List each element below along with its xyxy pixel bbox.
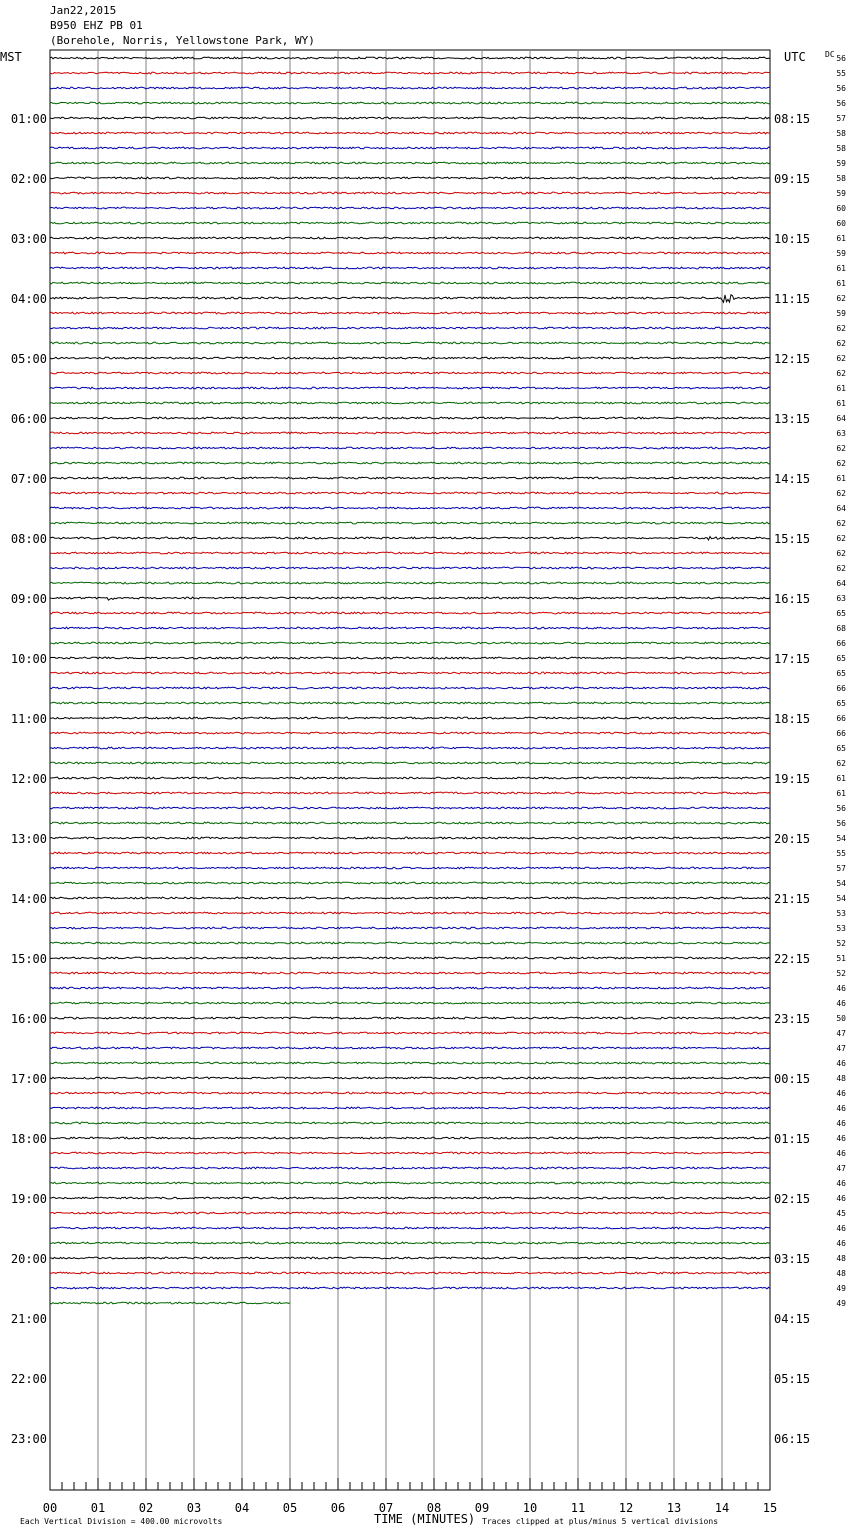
seismic-trace (50, 1017, 770, 1019)
station-title: B950 EHZ PB 01 (50, 19, 143, 32)
dc-offset-label: 57 (836, 864, 846, 873)
seismic-trace (50, 1212, 770, 1214)
seismic-trace (50, 267, 770, 269)
seismic-trace (50, 1077, 770, 1079)
seismic-trace (50, 237, 770, 239)
dc-offset-label: 62 (836, 759, 846, 768)
seismic-trace (50, 1122, 770, 1124)
seismic-trace (50, 807, 770, 809)
mst-hour-label: 21:00 (10, 1312, 47, 1326)
x-tick-label: 00 (42, 1501, 58, 1515)
dc-offset-label: 66 (836, 684, 846, 693)
seismic-trace (50, 522, 770, 524)
mst-hour-label: 02:00 (10, 172, 47, 186)
utc-hour-label: 22:15 (774, 952, 811, 966)
dc-offset-label: 61 (836, 234, 846, 243)
dc-offset-label: 66 (836, 729, 846, 738)
seismic-trace (50, 282, 770, 284)
seismic-trace (50, 327, 770, 329)
x-tick-label: 14 (714, 1501, 730, 1515)
dc-offset-label: 65 (836, 654, 846, 663)
seismic-trace (50, 912, 770, 914)
x-tick-label: 01 (90, 1501, 106, 1515)
dc-offset-label: 63 (836, 429, 846, 438)
dc-offset-label: 59 (836, 159, 846, 168)
seismic-trace (50, 552, 770, 554)
dc-offset-label: 46 (836, 1149, 846, 1158)
dc-offset-label: 61 (836, 264, 846, 273)
seismic-trace (50, 447, 770, 449)
utc-hour-label: 21:15 (774, 892, 811, 906)
seismic-trace (50, 372, 770, 374)
x-tick-label: 04 (234, 1501, 250, 1515)
seismic-trace (50, 927, 770, 929)
seismic-trace (50, 1002, 770, 1004)
x-tick-label: 09 (474, 1501, 490, 1515)
seismic-trace (50, 1107, 770, 1109)
x-tick-label: 10 (522, 1501, 538, 1515)
dc-offset-label: 58 (836, 144, 846, 153)
dc-offset-label: 54 (836, 894, 846, 903)
seismic-trace (50, 1287, 770, 1289)
x-tick-label: 11 (570, 1501, 586, 1515)
scale-note: Each Vertical Division = 400.00 microvolts (20, 1517, 223, 1526)
seismic-trace (50, 597, 770, 600)
utc-hour-label: 12:15 (774, 352, 811, 366)
dc-offset-label: 46 (836, 1059, 846, 1068)
seismic-trace (50, 117, 770, 119)
seismic-trace (50, 732, 770, 734)
mst-hour-label: 07:00 (10, 472, 47, 486)
seismic-trace (50, 627, 770, 629)
seismic-trace (50, 867, 770, 869)
dc-offset-label: 68 (836, 624, 846, 633)
dc-offset-label: 48 (836, 1074, 846, 1083)
dc-offset-label: 62 (836, 549, 846, 558)
dc-offset-label: 61 (836, 399, 846, 408)
seismic-trace (50, 417, 770, 419)
dc-offset-label: 65 (836, 699, 846, 708)
seismic-trace (50, 462, 770, 464)
dc-offset-label: 46 (836, 1119, 846, 1128)
dc-offset-label: 46 (836, 984, 846, 993)
seismic-trace (50, 612, 770, 614)
dc-offset-label: 56 (836, 54, 846, 63)
utc-hour-label: 01:15 (774, 1132, 811, 1146)
dc-offset-label: 56 (836, 819, 846, 828)
x-tick-label: 06 (330, 1501, 346, 1515)
mst-hour-label: 18:00 (10, 1132, 47, 1146)
utc-hour-label: 08:15 (774, 112, 811, 126)
dc-offset-label: 52 (836, 939, 846, 948)
dc-offset-label: 61 (836, 789, 846, 798)
dc-offset-label: 59 (836, 189, 846, 198)
seismic-trace (50, 87, 770, 89)
utc-hour-label: 11:15 (774, 292, 811, 306)
utc-hour-label: 14:15 (774, 472, 811, 486)
dc-offset-label: 59 (836, 309, 846, 318)
dc-offset-label: 50 (836, 1014, 846, 1023)
seismic-trace (50, 792, 770, 794)
seismic-trace (50, 882, 770, 884)
seismic-trace (50, 477, 770, 479)
mst-hour-label: 15:00 (10, 952, 47, 966)
seismic-trace (50, 147, 770, 149)
seismic-trace (50, 702, 770, 704)
utc-timezone-label: UTC (784, 50, 806, 64)
seismic-trace (50, 717, 770, 719)
mst-hour-label: 12:00 (10, 772, 47, 786)
dc-offset-label: 46 (836, 1089, 846, 1098)
utc-hour-label: 16:15 (774, 592, 811, 606)
seismic-trace (50, 897, 770, 899)
dc-offset-label: 62 (836, 444, 846, 453)
dc-offset-label: 64 (836, 504, 846, 513)
dc-offset-label: 49 (836, 1284, 846, 1293)
x-tick-label: 13 (666, 1501, 682, 1515)
seismic-trace (50, 432, 770, 434)
dc-offset-label: 54 (836, 834, 846, 843)
dc-offset-label: 64 (836, 414, 846, 423)
dc-offset-label: 48 (836, 1254, 846, 1263)
x-tick-label: 12 (618, 1501, 634, 1515)
utc-hour-label: 04:15 (774, 1312, 811, 1326)
seismic-trace (50, 1137, 770, 1139)
seismic-trace (50, 312, 770, 314)
seismic-trace (50, 1197, 770, 1199)
seismic-trace (50, 207, 770, 209)
seismic-trace (50, 537, 770, 541)
x-axis-title: TIME (MINUTES) (374, 1512, 476, 1526)
dc-offset-label: 46 (836, 1104, 846, 1113)
utc-hour-label: 00:15 (774, 1072, 811, 1086)
dc-offset-label: 46 (836, 1224, 846, 1233)
dc-offset-label: 65 (836, 669, 846, 678)
seismic-trace (50, 1227, 770, 1229)
seismic-trace (50, 1047, 770, 1049)
seismic-trace (50, 822, 770, 824)
dc-offset-label: 47 (836, 1164, 846, 1173)
dc-offset-label: 57 (836, 114, 846, 123)
mst-hour-label: 17:00 (10, 1072, 47, 1086)
dc-offset-label: 62 (836, 324, 846, 333)
mst-hour-label: 13:00 (10, 832, 47, 846)
dc-offset-label: 47 (836, 1044, 846, 1053)
seismic-trace (50, 972, 770, 974)
clip-note: Traces clipped at plus/minus 5 vertical divisions (482, 1517, 719, 1526)
dc-offset-label: 49 (836, 1299, 846, 1308)
mst-hour-label: 08:00 (10, 532, 47, 546)
dc-offset-label: 65 (836, 609, 846, 618)
seismic-trace (50, 1092, 770, 1094)
seismic-trace (50, 1242, 770, 1244)
dc-offset-label: 56 (836, 84, 846, 93)
seismic-trace (50, 57, 770, 59)
dc-offset-label: 65 (836, 744, 846, 753)
mst-timezone-label: MST (0, 50, 22, 64)
seismic-trace (50, 642, 770, 644)
seismic-trace (50, 762, 770, 764)
dc-offset-label: 62 (836, 294, 846, 303)
x-tick-label: 08 (426, 1501, 442, 1515)
dc-offset-label: 60 (836, 219, 846, 228)
dc-offset-label: 45 (836, 1209, 846, 1218)
utc-hour-label: 18:15 (774, 712, 811, 726)
seismic-trace (50, 942, 770, 944)
seismic-trace (50, 295, 770, 303)
utc-hour-label: 17:15 (774, 652, 811, 666)
dc-offset-label: 61 (836, 279, 846, 288)
seismic-trace (50, 852, 770, 854)
dc-offset-label: 62 (836, 519, 846, 528)
dc-offset-label: 46 (836, 1194, 846, 1203)
dc-header-label: DC (825, 50, 835, 59)
mst-hour-label: 16:00 (10, 1012, 47, 1026)
x-tick-label: 05 (282, 1501, 298, 1515)
seismic-trace (50, 582, 770, 584)
mst-hour-label: 10:00 (10, 652, 47, 666)
dc-offset-label: 61 (836, 384, 846, 393)
utc-hour-label: 09:15 (774, 172, 811, 186)
station-location: (Borehole, Norris, Yellowstone Park, WY) (50, 34, 315, 47)
dc-offset-label: 53 (836, 909, 846, 918)
seismic-trace (50, 747, 770, 749)
plot-date: Jan22,2015 (50, 4, 117, 17)
dc-offset-label: 51 (836, 954, 846, 963)
dc-offset-label: 61 (836, 474, 846, 483)
seismic-trace (50, 1302, 290, 1304)
dc-offset-label: 46 (836, 1134, 846, 1143)
dc-offset-label: 62 (836, 489, 846, 498)
seismic-trace (50, 1062, 770, 1064)
mst-hour-label: 03:00 (10, 232, 47, 246)
seismic-trace (50, 567, 770, 569)
mst-hour-label: 23:00 (10, 1432, 47, 1446)
mst-hour-label: 19:00 (10, 1192, 47, 1206)
utc-hour-label: 13:15 (774, 412, 811, 426)
dc-offset-label: 46 (836, 1179, 846, 1188)
dc-offset-label: 58 (836, 129, 846, 138)
seismic-trace (50, 687, 770, 689)
seismic-trace (50, 357, 770, 359)
x-tick-label: 03 (186, 1501, 202, 1515)
utc-hour-label: 03:15 (774, 1252, 811, 1266)
utc-hour-label: 20:15 (774, 832, 811, 846)
utc-hour-label: 02:15 (774, 1192, 811, 1206)
dc-offset-label: 46 (836, 999, 846, 1008)
seismic-trace (50, 252, 770, 254)
seismic-trace (50, 1167, 770, 1169)
dc-offset-label: 62 (836, 564, 846, 573)
seismic-trace (50, 132, 770, 134)
dc-offset-label: 56 (836, 804, 846, 813)
mst-hour-label: 01:00 (10, 112, 47, 126)
seismic-trace (50, 777, 770, 779)
dc-offset-label: 66 (836, 714, 846, 723)
dc-offset-label: 53 (836, 924, 846, 933)
dc-offset-label: 59 (836, 249, 846, 258)
seismic-trace (50, 1257, 770, 1259)
seismic-trace (50, 1152, 770, 1154)
mst-hour-label: 20:00 (10, 1252, 47, 1266)
seismic-trace (50, 837, 770, 839)
seismic-trace (50, 507, 770, 509)
dc-offset-label: 56 (836, 99, 846, 108)
seismic-trace (50, 957, 770, 959)
seismic-trace (50, 222, 770, 224)
seismic-trace (50, 672, 770, 674)
dc-offset-label: 62 (836, 354, 846, 363)
dc-offset-label: 48 (836, 1269, 846, 1278)
seismic-trace (50, 1182, 770, 1184)
dc-offset-label: 63 (836, 594, 846, 603)
x-tick-label: 02 (138, 1501, 154, 1515)
x-tick-label: 07 (378, 1501, 394, 1515)
dc-offset-label: 46 (836, 1239, 846, 1248)
dc-offset-label: 62 (836, 369, 846, 378)
dc-offset-label: 54 (836, 879, 846, 888)
mst-hour-label: 04:00 (10, 292, 47, 306)
seismic-trace (50, 102, 770, 104)
utc-hour-label: 05:15 (774, 1372, 811, 1386)
mst-hour-label: 14:00 (10, 892, 47, 906)
dc-offset-label: 58 (836, 174, 846, 183)
mst-hour-label: 11:00 (10, 712, 47, 726)
mst-hour-label: 09:00 (10, 592, 47, 606)
seismic-trace (50, 72, 770, 74)
dc-offset-label: 62 (836, 459, 846, 468)
utc-hour-label: 10:15 (774, 232, 811, 246)
dc-offset-label: 55 (836, 69, 846, 78)
dc-offset-label: 62 (836, 339, 846, 348)
utc-hour-label: 23:15 (774, 1012, 811, 1026)
dc-offset-label: 66 (836, 639, 846, 648)
seismic-trace (50, 402, 770, 404)
dc-offset-label: 55 (836, 849, 846, 858)
utc-hour-label: 19:15 (774, 772, 811, 786)
utc-hour-label: 15:15 (774, 532, 811, 546)
utc-hour-label: 06:15 (774, 1432, 811, 1446)
seismic-trace (50, 1272, 770, 1274)
dc-offset-label: 47 (836, 1029, 846, 1038)
seismic-trace (50, 162, 770, 164)
mst-hour-label: 05:00 (10, 352, 47, 366)
dc-offset-label: 52 (836, 969, 846, 978)
dc-offset-label: 62 (836, 534, 846, 543)
x-tick-label: 15 (762, 1501, 778, 1515)
dc-offset-label: 64 (836, 579, 846, 588)
seismic-trace (50, 657, 770, 659)
mst-hour-label: 06:00 (10, 412, 47, 426)
seismic-trace (50, 177, 770, 179)
dc-offset-label: 60 (836, 204, 846, 213)
seismic-trace (50, 1032, 770, 1034)
seismic-trace (50, 342, 770, 344)
seismic-trace (50, 492, 770, 494)
seismic-trace (50, 192, 770, 194)
seismic-trace (50, 387, 770, 389)
dc-offset-label: 61 (836, 774, 846, 783)
mst-hour-label: 22:00 (10, 1372, 47, 1386)
seismic-trace (50, 987, 770, 989)
